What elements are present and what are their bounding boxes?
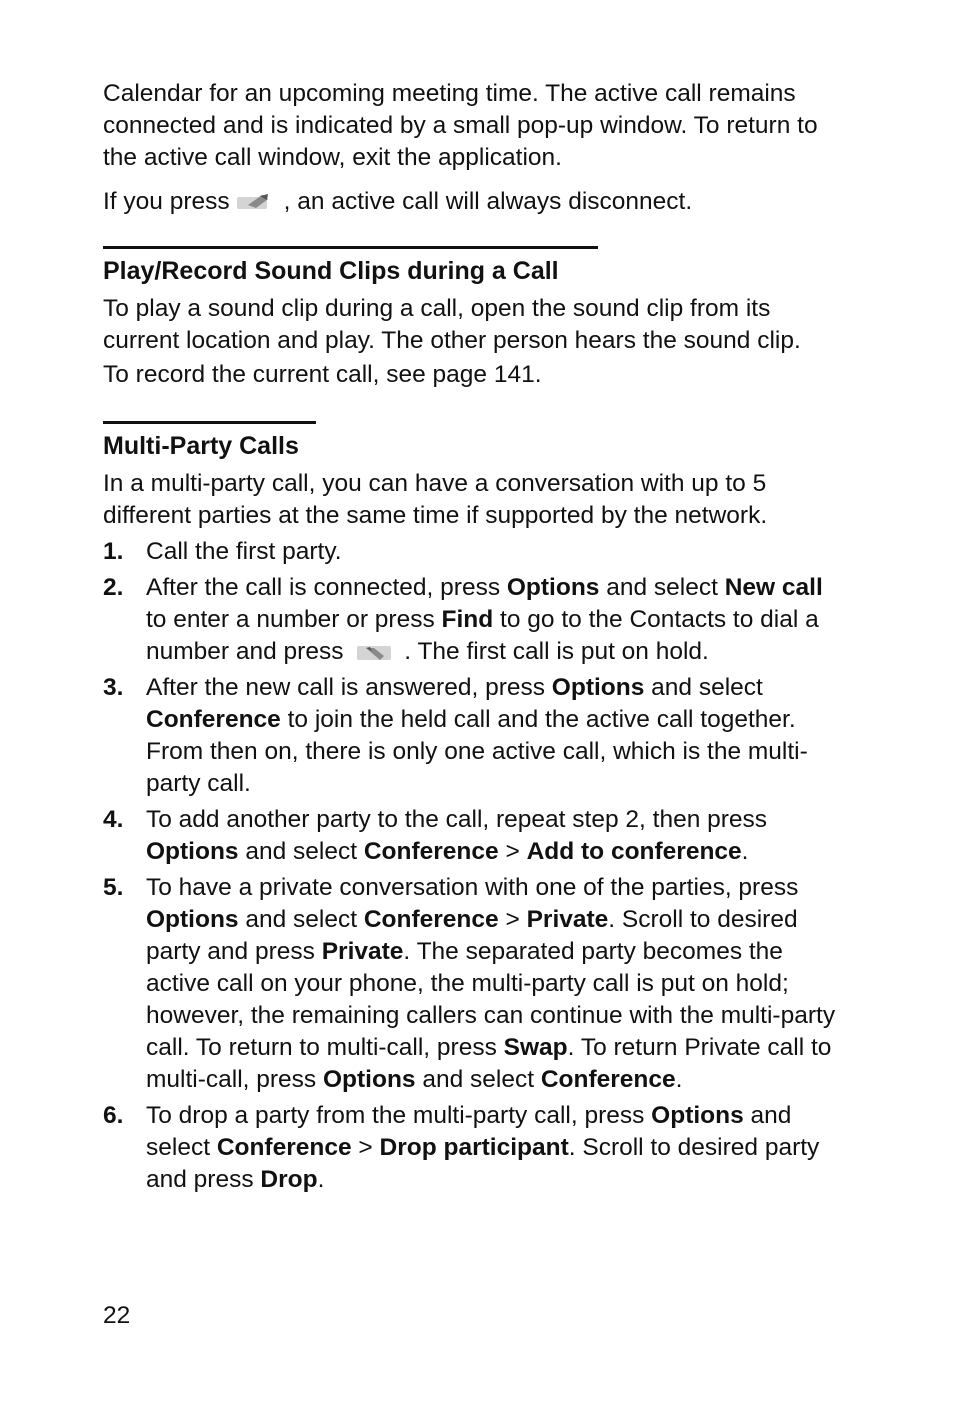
bold-term: Swap: [503, 1034, 568, 1061]
step-text: [146, 872, 848, 1096]
bold-term: Conference: [363, 906, 499, 933]
step-text-run: .: [741, 838, 749, 865]
bold-term: Options: [506, 574, 600, 601]
bold-term: Options: [551, 674, 645, 701]
bold-term: Private: [526, 906, 609, 933]
step-text-run: After the call is connected, press: [146, 574, 507, 601]
step-text-run: . The first call is put on hold.: [404, 638, 709, 665]
section-heading-multi-party: Multi-Party Calls: [103, 432, 299, 460]
step-text-run: and select: [644, 674, 763, 701]
bold-term: Find: [441, 606, 494, 633]
step-text: [146, 672, 848, 800]
section-divider: [103, 421, 316, 424]
step-text-run: and select: [238, 906, 364, 933]
list-item: [103, 804, 848, 868]
step-text-run: >: [351, 1134, 380, 1161]
step-text-run: . Scroll to desired party and press: [146, 1134, 820, 1193]
step-number: 6.: [103, 1102, 124, 1129]
step-number: 2.: [103, 574, 124, 601]
bold-term: Conference: [216, 1134, 352, 1161]
step-text-run: and select: [599, 574, 725, 601]
bold-term: Conference: [363, 838, 499, 865]
step-text-run: .: [317, 1166, 325, 1193]
step-text: [146, 804, 848, 868]
step-text-run: >: [498, 838, 527, 865]
step-text-run: and select: [146, 1102, 792, 1161]
step-text-run: To have a private conversation with one of the parties, press: [146, 874, 799, 901]
press-text-after: , an active call will always disconnect.: [283, 188, 693, 215]
page-content: [103, 78, 848, 1196]
step-text-run: . The separated party becomes the active call on your phone, the multi-party call is put on hold; however, the remaining callers can continue with the multi-party call. To return to multi-call, press: [146, 938, 836, 1061]
bold-term: Drop participant: [379, 1134, 569, 1161]
list-item: [103, 672, 848, 800]
section-heading-play-record: Play/Record Sound Clips during a Call: [103, 257, 559, 285]
step-text-run: To drop a party from the multi-party call, press: [146, 1102, 652, 1129]
send-call-key-icon: [354, 641, 400, 665]
bold-term: Conference: [146, 706, 281, 733]
step-text-run: After the new call is answered, press: [146, 674, 552, 701]
step-text-run: and select: [238, 838, 364, 865]
step-text-run: Call the first party.: [146, 538, 342, 565]
step-text: [146, 1100, 848, 1196]
bold-term: Private: [321, 938, 404, 965]
bold-term: Options: [651, 1102, 744, 1129]
list-item: [103, 1100, 848, 1196]
page-number: 22: [103, 1302, 131, 1329]
bold-term: Options: [322, 1066, 416, 1093]
list-item: [103, 872, 848, 1096]
list-item: [103, 572, 848, 668]
play-record-paragraph: To play a sound clip during a call, open the sound clip from its current location and play. The other person hears the sound clip.: [103, 295, 801, 354]
step-text-run: . To return Private call to multi-call, press: [146, 1034, 832, 1093]
bold-term: Options: [146, 838, 239, 865]
bold-term: Conference: [540, 1066, 676, 1093]
step-text-run: To add another party to the call, repeat step 2, then press: [146, 806, 768, 833]
step-text: [146, 572, 848, 668]
step-number: 5.: [103, 874, 124, 901]
multi-party-paragraph: In a multi-party call, you can have a conversation with up to 5 different parties at the same time if supported by the network.: [103, 470, 768, 529]
bold-term: Add to conference: [526, 838, 742, 865]
bold-term: Drop: [260, 1166, 318, 1193]
bold-term: New call: [724, 574, 823, 601]
end-key-note: [103, 186, 848, 218]
step-text-run: .: [675, 1066, 683, 1093]
list-item: [103, 536, 848, 568]
step-text-run: to join the held call and the active call together. From then on, there is only one active call, which is the multi-party call.: [146, 706, 808, 797]
step-text-run: to go to the Contacts to dial a number and press: [146, 606, 819, 665]
step-text-run: and select: [415, 1066, 541, 1093]
press-text-before: If you press: [103, 188, 230, 215]
step-text-run: . Scroll to desired party and press: [146, 906, 798, 965]
record-call-paragraph: To record the current call, see page 141.: [103, 361, 542, 388]
step-text-run: >: [498, 906, 527, 933]
step-number: 3.: [103, 674, 124, 701]
end-call-key-icon: [234, 190, 280, 214]
step-text-run: to enter a number or press: [146, 606, 442, 633]
step-number: 4.: [103, 806, 124, 833]
step-number: 1.: [103, 538, 124, 565]
multi-party-steps-list: [103, 536, 848, 1196]
intro-paragraph: Calendar for an upcoming meeting time. The active call remains connected and is indicated by a small pop-up window. To return to the active call window, exit the application.: [103, 80, 818, 171]
bold-term: Options: [146, 906, 239, 933]
step-text: [146, 536, 848, 568]
section-divider: [103, 246, 598, 249]
